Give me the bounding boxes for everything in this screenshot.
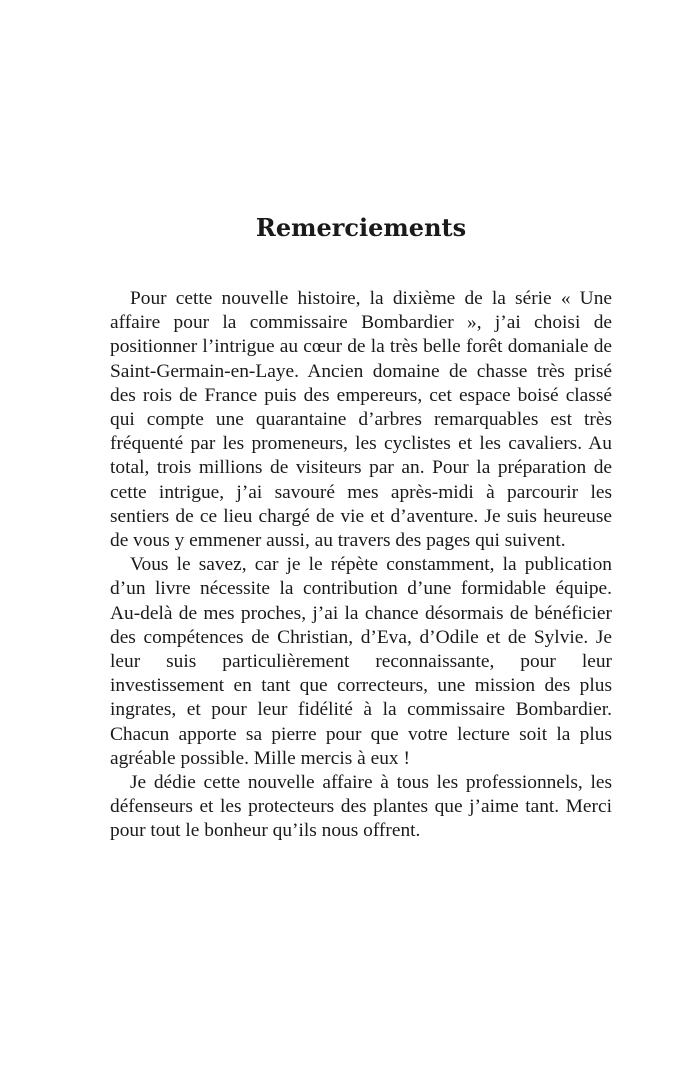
acknowledgements-body <box>110 287 612 844</box>
paragraph-2: Vous le savez, car je le répète constamment, la publication d’un livre nécessite la contribution d’une formidable équipe. Au-delà de mes proches, j’ai la chance désormais de bénéficier des compétences de Christian, d’Eva, d’Odile et de Sylvie. Je leur suis particulièrement reconnaissante, pour leur investissement en tant que correcteurs, une mission des plus ingrates, et pour leur fidélité à la commissaire Bombardier. Chacun apporte sa pierre pour que votre lecture soit la plus agréable possible. Mille mercis à eux ! <box>110 554 612 769</box>
paragraph-1: Pour cette nouvelle histoire, la dixième de la série « Une affaire pour la commissaire Bombardier », j’ai choisi de positionner l’intrigue au cœur de la très belle forêt domaniale de Saint-Germain-en-Laye. Ancien domaine de chasse très prisé des rois de France puis des empereurs, cet espace boisé classé qui compte une quarantaine d’arbres remarquables est très fréquenté par les promeneurs, les cyclistes et les cavaliers. Au total, trois millions de visiteurs par an. Pour la préparation de cette intrigue, j’ai savouré mes après-midi à parcourir les sentiers de ce lieu chargé de vie et d’aventure. Je suis heureuse de vous y emmener aussi, au travers des pages qui suivent. <box>110 288 612 552</box>
paragraph-3: Je dédie cette nouvelle affaire à tous les professionnels, les défenseurs et les protecteurs des plantes que j’aime tant. Merci pour tout le bonheur qu’ils nous offrent. <box>110 772 612 842</box>
page-title: Remerciements <box>255 213 467 242</box>
